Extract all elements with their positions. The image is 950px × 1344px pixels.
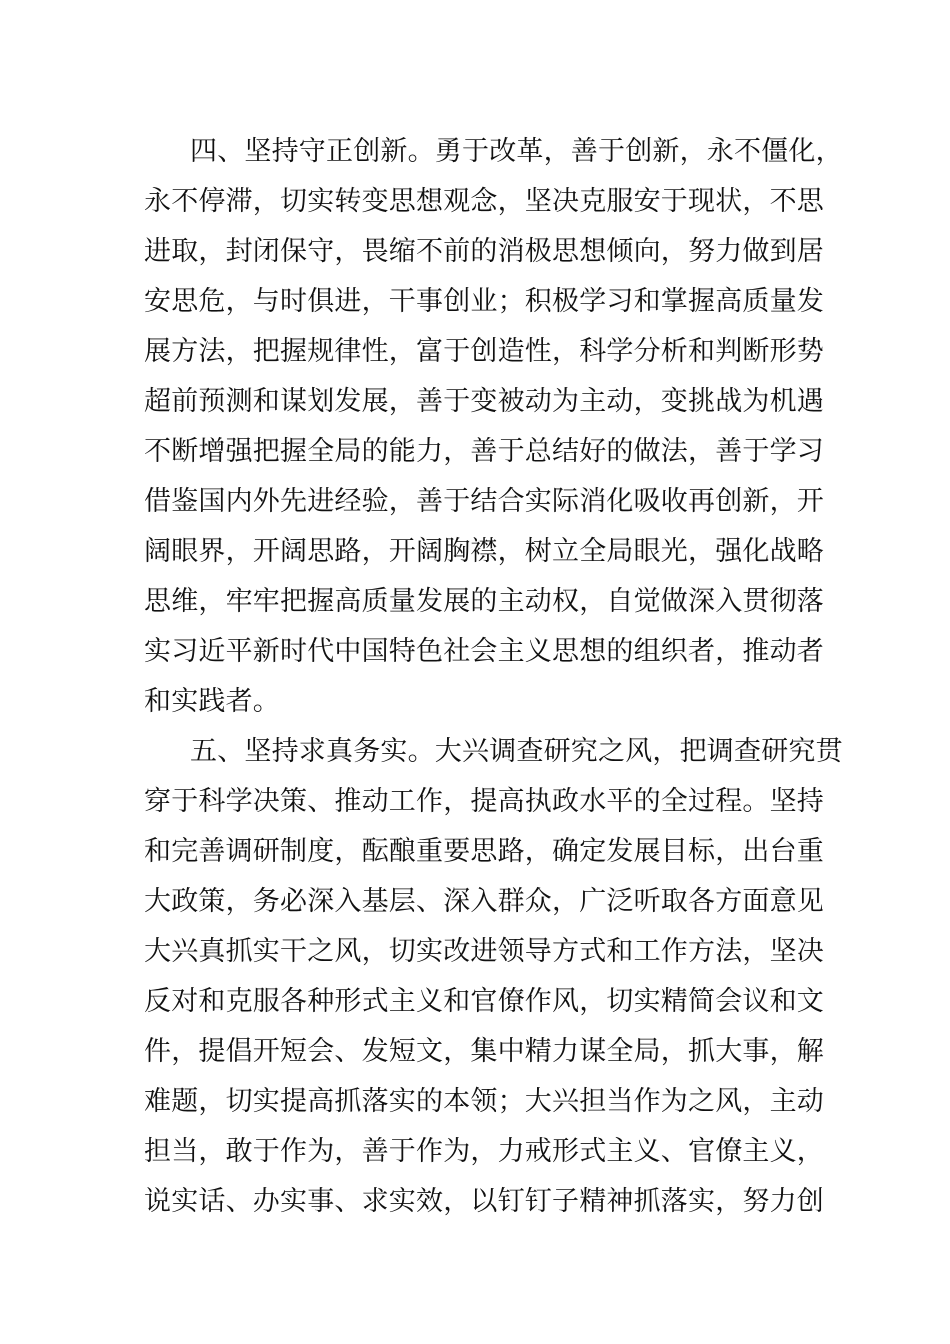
paragraph-line: 思维，牢牢把握高质量发展的主动权，自觉做深入贯彻落 (144, 586, 824, 617)
paragraph-line: 难题，切实提高抓落实的本领；大兴担当作为之风，主动 (144, 1086, 824, 1117)
paragraph-line: 件，提倡开短会、发短文，集中精力谋全局，抓大事，解 (144, 1036, 824, 1067)
paragraph-line: 阔眼界，开阔思路，开阔胸襟，树立全局眼光，强化战略 (144, 536, 824, 567)
paragraph-line: 穿于科学决策、推动工作，提高执政水平的全过程。坚持 (144, 786, 824, 817)
paragraph-line: 实习近平新时代中国特色社会主义思想的组织者，推动者 (144, 636, 824, 667)
paragraph-line: 四、坚持守正创新。勇于改革，善于创新，永不僵化， (190, 136, 843, 167)
paragraph-line: 反对和克服各种形式主义和官僚作风，切实精简会议和文 (144, 986, 824, 1017)
paragraph-line: 展方法，把握规律性，富于创造性，科学分析和判断形势 (144, 336, 824, 367)
paragraph-line: 安思危，与时俱进，干事创业；积极学习和掌握高质量发 (144, 286, 824, 317)
paragraph-line: 进取，封闭保守，畏缩不前的消极思想倾向，努力做到居 (144, 236, 824, 267)
paragraph-line: 不断增强把握全局的能力，善于总结好的做法，善于学习 (144, 436, 824, 467)
paragraph-line: 大兴真抓实干之风，切实改进领导方式和工作方法，坚决 (144, 936, 824, 967)
paragraph-line: 借鉴国内外先进经验，善于结合实际消化吸收再创新，开 (144, 486, 824, 517)
paragraph-line: 说实话、办实事、求实效，以钉钉子精神抓落实，努力创 (144, 1186, 824, 1217)
paragraph-line: 永不停滞，切实转变思想观念，坚决克服安于现状，不思 (144, 186, 824, 217)
paragraph-line: 大政策，务必深入基层、深入群众，广泛听取各方面意见 (144, 886, 824, 917)
paragraph-line: 五、坚持求真务实。大兴调查研究之风，把调查研究贯 (190, 736, 843, 767)
paragraph-line: 担当，敢于作为，善于作为，力戒形式主义、官僚主义， (144, 1136, 824, 1167)
paragraph-line: 和完善调研制度，酝酿重要思路，确定发展目标，出台重 (144, 836, 824, 867)
paragraph-line: 超前预测和谋划发展，善于变被动为主动，变挑战为机遇 (144, 386, 824, 417)
paragraph-line: 和实践者。 (144, 686, 280, 717)
